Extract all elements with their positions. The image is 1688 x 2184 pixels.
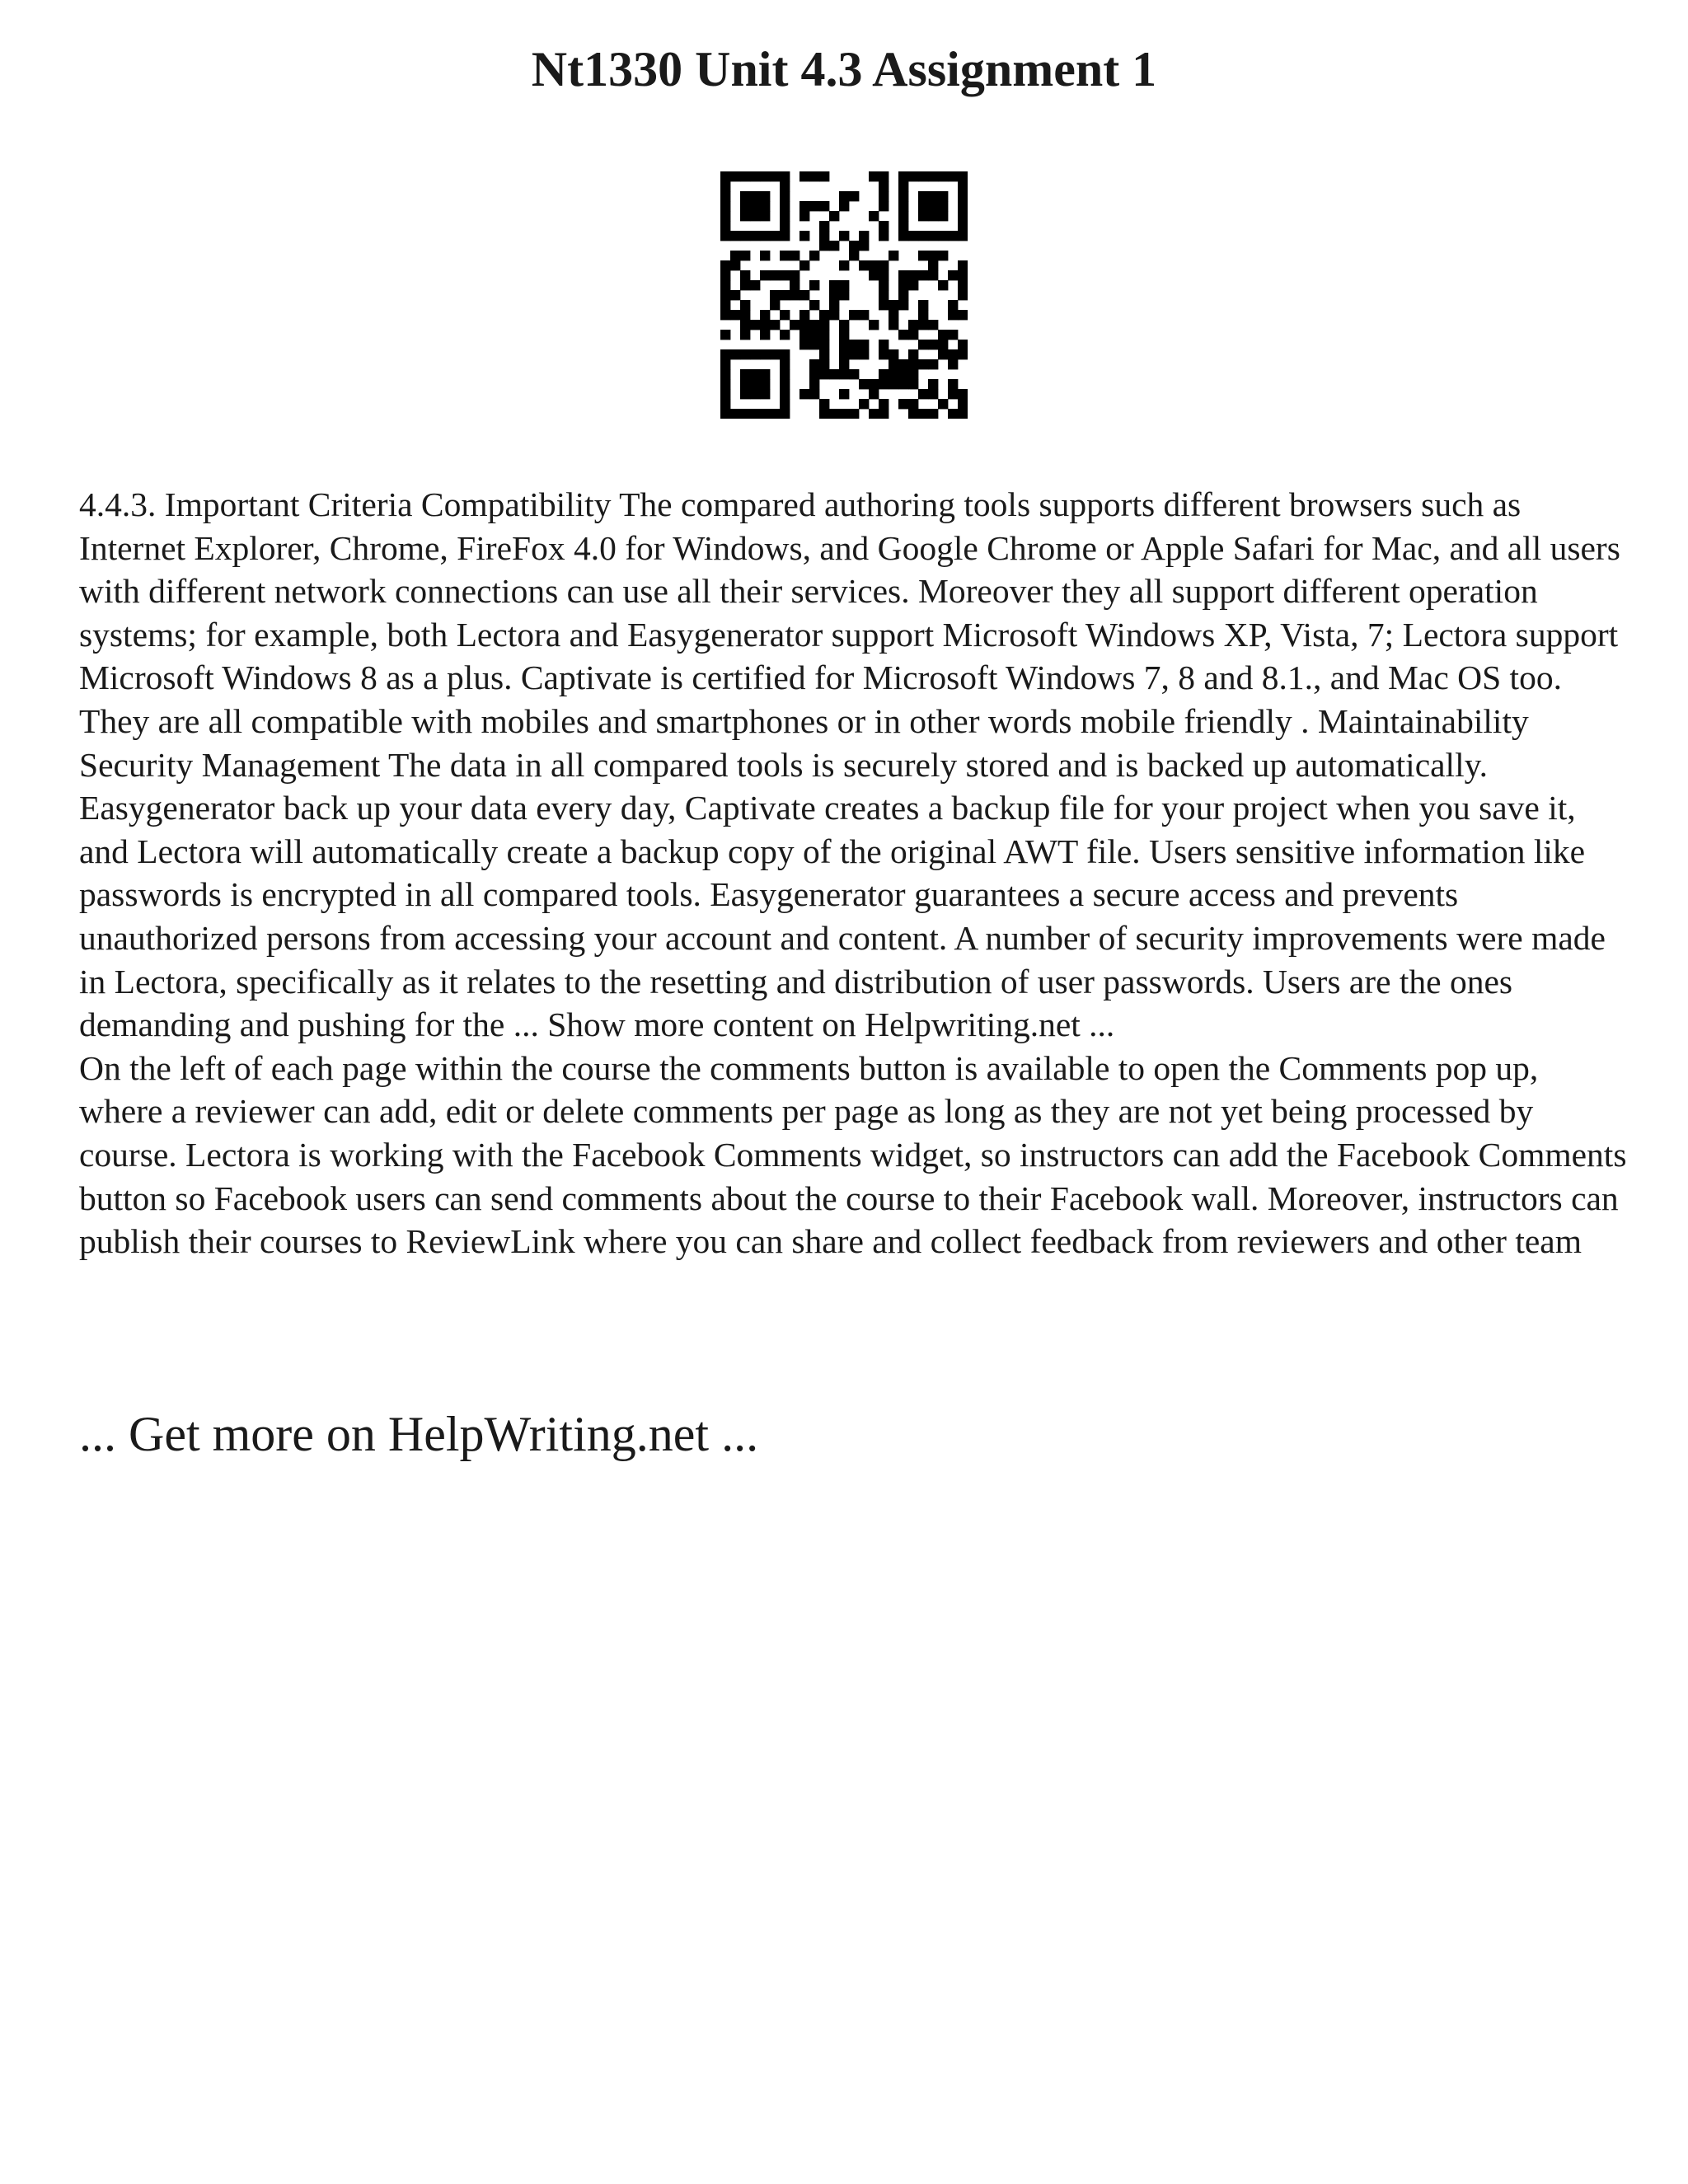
- get-more-link[interactable]: ... Get more on HelpWriting.net ...: [79, 1407, 759, 1461]
- body-paragraph-1: 4.4.3. Important Criteria Compatibility The compared authoring tools supports different browsers such as Internet Explorer, Chrome, FireFox 4.0 for Windows, and Google Chrome or Apple Safari for Mac, and all users with different network connections can use all their services. Moreover they all support different operation systems; for example, both Lectora and Easygenerator support Microsoft Windows XP, Vista, 7; Lectora support Microsoft Windows 8 as a plus. Captivate is certified for Microsoft Windows 7, 8 and 8.1., and Mac OS too. They are all compatible with mobiles and smartphones or in other words mobile friendly . Maintainability Security Management The data in all compared tools is securely stored and is backed up automatically. Easygenerator back up your data every day, Captivate creates a backup file for your project when you save it, and Lectora will automatically create a backup copy of the original AWT file. Users sensitive information like passwords is encrypted in all compared tools. Easygenerator guarantees a secure access and prevents unauthorized persons from accessing your account and content. A number of security improvements were made in Lectora, specifically as it relates to the resetting and distribution of user passwords. Users are the ones demanding and pushing for the ... Show more content on Helpwriting.net ...: [79, 485, 1620, 1044]
- body-paragraph-2: On the left of each page within the course the comments button is available to open the Comments pop up, where a reviewer can add, edit or delete comments per page as long as they are not yet being processed by course. Lectora is working with the Facebook Comments widget, so instructors can add the Facebook Comments button so Facebook users can send comments about the course to their Facebook wall. Moreover, instructors can publish their courses to ReviewLink where you can share and collect feedback from reviewers and other team: [79, 1048, 1627, 1261]
- document-title: Nt1330 Unit 4.3 Assignment 1: [531, 42, 1157, 96]
- document-body: [79, 483, 1629, 1263]
- qr-code-icon: [720, 171, 968, 419]
